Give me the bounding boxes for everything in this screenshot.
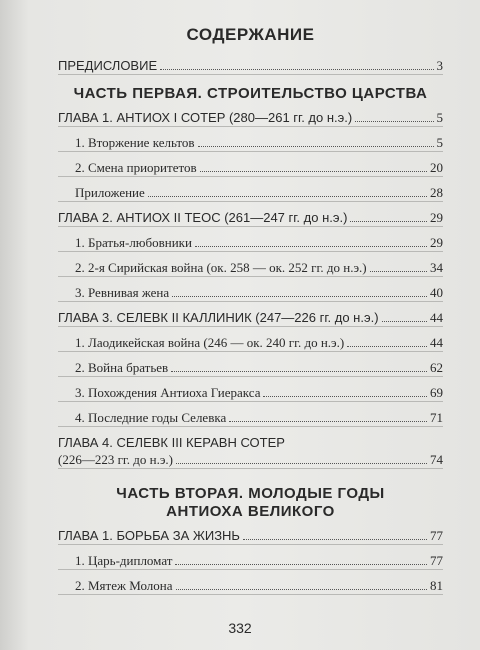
toc-entry-section: 2. 2-я Сирийская война (ок. 258 — ок. 252 гг. до н.э.) 34: [58, 259, 443, 277]
toc-entry-chapter: ГЛАВА 1. АНТИОХ I СОТЕР (280—261 гг. до н.э.) 5: [58, 110, 443, 125]
dot-leader: [263, 395, 427, 397]
toc-entry-preface: ПРЕДИСЛОВИЕ 3: [58, 58, 443, 73]
toc-entry-chapter: ГЛАВА 2. АНТИОХ II ТЕОС (261—247 гг. до н.э.) 29: [58, 210, 443, 225]
dot-leader: [176, 588, 428, 590]
dot-leader: [347, 345, 427, 347]
dot-leader: [172, 295, 427, 297]
dot-leader: [355, 120, 433, 122]
toc-entry-chapter: ГЛАВА 3. СЕЛЕВК II КАЛЛИНИК (247—226 гг. до н.э.) 44: [58, 310, 443, 325]
dot-leader: [198, 145, 434, 147]
toc-entry-section: 1. Царь-дипломат 77: [58, 552, 443, 570]
toc-entry-section: 2. Смена приоритетов 20: [58, 159, 443, 177]
toc-entry-section: 1. Вторжение кельтов 5: [58, 134, 443, 152]
dot-leader: [171, 370, 427, 372]
toc-entry-section: 4. Последние годы Селевка 71: [58, 409, 443, 427]
part-heading-line2: АНТИОХА ВЕЛИКОГО: [166, 503, 335, 520]
part-heading: ЧАСТЬ ПЕРВАЯ. СТРОИТЕЛЬСТВО ЦАРСТВА: [73, 85, 428, 102]
toc-entry-section: 1. Лаодикейская война (246 — ок. 240 гг. до н.э.) 44: [58, 334, 443, 352]
dot-leader: [176, 462, 427, 464]
dot-leader: [382, 320, 427, 322]
page-number: 332: [228, 620, 252, 636]
dot-leader: [229, 420, 427, 422]
dot-leader: [370, 270, 427, 272]
toc-entry-chapter: ГЛАВА 4. СЕЛЕВК III КЕРАВН СОТЕР (226—223 гг. до н.э.) 74: [58, 435, 443, 467]
toc-entry-section: 3. Ревнивая жена 40: [58, 284, 443, 302]
toc-entry-section: 2. Мятеж Молона 81: [58, 577, 443, 595]
toc-entry-section: Приложение 28: [58, 184, 443, 202]
dot-leader: [350, 220, 427, 222]
toc-entry-chapter: ГЛАВА 1. БОРЬБА ЗА ЖИЗНЬ 77: [58, 528, 443, 543]
toc-entry-section: 3. Похождения Антиоха Гиеракса 69: [58, 384, 443, 402]
dot-leader: [175, 563, 427, 565]
contents-heading: СОДЕРЖАНИЕ: [186, 25, 315, 44]
part-heading: ЧАСТЬ ВТОРАЯ. МОЛОДЫЕ ГОДЫ: [116, 485, 385, 502]
dot-leader: [200, 170, 427, 172]
dot-leader: [160, 68, 433, 70]
dot-leader: [148, 195, 427, 197]
dot-leader: [243, 538, 427, 540]
toc-entry-section: 1. Братья-любовники 29: [58, 234, 443, 252]
dot-leader: [195, 245, 427, 247]
toc-entry-section: 2. Война братьев 62: [58, 359, 443, 377]
table-of-contents: [58, 24, 443, 595]
